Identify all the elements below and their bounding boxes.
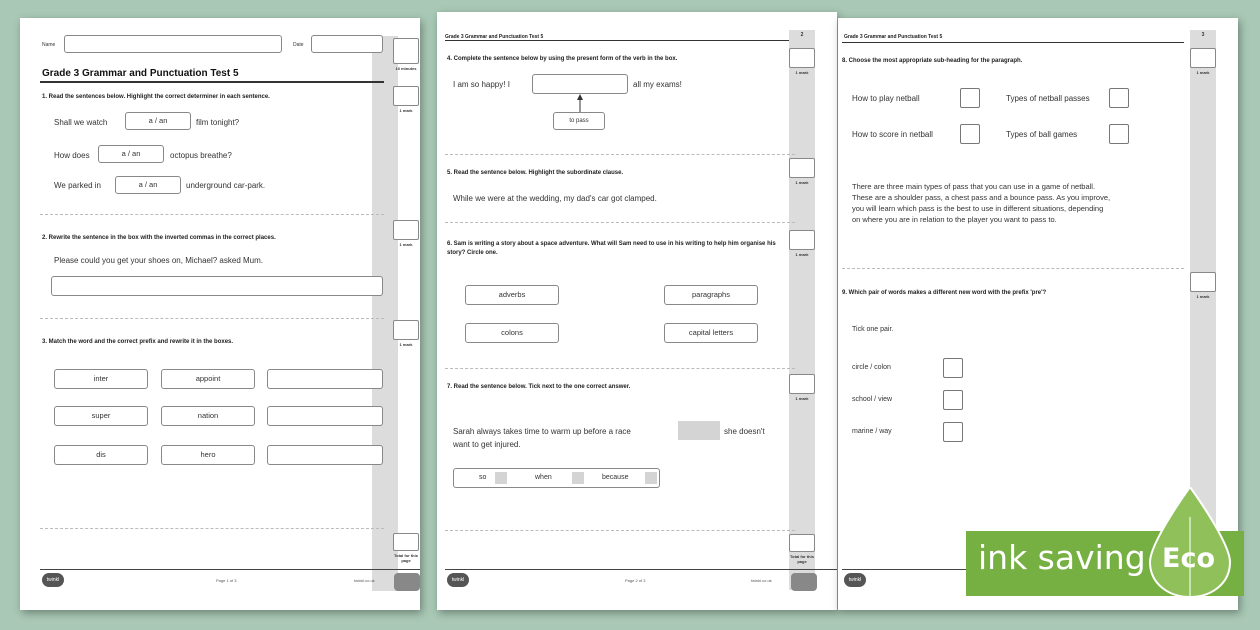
footer-rule — [445, 569, 837, 570]
eco-leaf-icon — [1145, 487, 1235, 597]
q6-option[interactable]: paragraphs — [664, 285, 758, 305]
q4-before: I am so happy! I — [453, 80, 510, 89]
q8-paragraph-line: on where you are in relation to the player you want to pass to. — [852, 215, 1057, 224]
q9-option: circle / colon — [852, 364, 891, 371]
margin-label: 1 mark — [795, 70, 809, 75]
q7-tick-box[interactable] — [495, 472, 507, 484]
eco-label: Eco — [1162, 543, 1215, 574]
divider — [40, 528, 384, 529]
q1-s1-after: film tonight? — [196, 118, 240, 127]
q7-blank — [678, 421, 720, 440]
divider — [445, 222, 795, 223]
q6-prompt: 6. Sam is writing a story about a space adventure. What will Sam need to use in his writing to help him organise his story? Circle one. — [447, 241, 776, 256]
q9-tick-box[interactable] — [943, 390, 963, 410]
mark-box[interactable] — [393, 220, 419, 240]
name-field[interactable] — [64, 35, 282, 53]
q1-prompt: 1. Read the sentences below. Highlight the correct determiner in each sentence. — [42, 94, 270, 100]
q6-option[interactable]: colons — [465, 323, 559, 343]
page-number: Page 2 of 3 — [625, 578, 646, 583]
ink-saving-text: ink saving — [978, 538, 1146, 577]
arrow-up-icon — [575, 94, 585, 114]
q2-sentence: Please could you get your shoes on, Michael? asked Mum. — [54, 256, 264, 265]
q1-s1-before: Shall we watch — [54, 118, 108, 127]
page-number: Page 1 of 3 — [216, 578, 237, 583]
divider — [40, 318, 384, 319]
page-header: Grade 3 Grammar and Punctuation Test 5 — [844, 34, 943, 40]
q8-paragraph-line: There are three main types of pass that you can use in a game of netball. — [852, 182, 1096, 191]
date-label: Date — [293, 42, 304, 48]
q7-tick-box[interactable] — [572, 472, 584, 484]
marks-margin — [789, 30, 815, 590]
q2-answer-field[interactable] — [51, 276, 383, 296]
margin-label: 10 minutes — [395, 66, 417, 71]
q8-option: How to play netball — [852, 94, 920, 103]
q7-option-label: because — [602, 474, 629, 481]
q4-prompt: 4. Complete the sentence below by using the present form of the verb in the box. — [447, 56, 678, 62]
q8-paragraph-line: These are a shoulder pass, a chest pass and a bounce pass. As you improve, — [852, 193, 1111, 202]
q8-tick-box[interactable] — [1109, 124, 1129, 144]
q1-s1-choice[interactable]: a / an — [125, 112, 191, 130]
page-header: Grade 3 Grammar and Punctuation Test 5 — [445, 34, 544, 40]
q7-tick-box[interactable] — [645, 472, 657, 484]
word-option[interactable]: nation — [161, 406, 255, 426]
footer-rule — [40, 569, 420, 570]
q9-option: school / view — [852, 396, 893, 403]
footer-url: twinkl.co.uk — [751, 578, 772, 583]
q1-s3-before: We parked in — [54, 181, 101, 190]
worksheet-page-1 — [20, 18, 420, 610]
answer-field[interactable] — [267, 406, 383, 426]
margin-label: 1 mark — [795, 180, 809, 185]
q1-s3-after: underground car-park. — [186, 181, 266, 190]
margin-label: Total for this page — [394, 553, 418, 563]
twinkl-logo: twinkl — [42, 573, 64, 587]
q7-option-label: so — [479, 474, 487, 481]
margin-label: 1 mark — [399, 342, 413, 347]
answer-field[interactable] — [267, 369, 383, 389]
q8-option: Types of ball games — [1006, 130, 1078, 139]
mark-box[interactable] — [789, 230, 815, 250]
q4-after: all my exams! — [633, 80, 682, 89]
answer-field[interactable] — [267, 445, 383, 465]
q9-option: marine / way — [852, 428, 892, 435]
header-rule — [842, 42, 1184, 43]
q8-tick-box[interactable] — [1109, 88, 1129, 108]
twinkl-logo: twinkl — [844, 573, 866, 587]
margin-label: 1 mark — [1196, 294, 1210, 299]
divider — [40, 214, 384, 215]
q7-after-2: want to get injured. — [453, 440, 521, 449]
q2-prompt: 2. Rewrite the sentence in the box with the inverted commas in the correct places. — [42, 235, 276, 241]
q1-s3-choice[interactable]: a / an — [115, 176, 181, 194]
verb-box: to pass — [553, 112, 605, 130]
q6-option[interactable]: capital letters — [664, 323, 758, 343]
q5-prompt: 5. Read the sentence below. Highlight the subordinate clause. — [447, 170, 624, 176]
time-box — [393, 38, 419, 64]
q8-prompt: 8. Choose the most appropriate sub-heading for the paragraph. — [842, 58, 1023, 64]
title-rule — [40, 81, 384, 83]
badge-icon — [394, 573, 420, 591]
total-box[interactable] — [393, 533, 419, 551]
mark-box[interactable] — [393, 86, 419, 106]
margin-label: 1 mark — [1196, 70, 1210, 75]
margin-label: 1 mark — [399, 242, 413, 247]
divider — [445, 530, 795, 531]
q8-option: Types of netball passes — [1006, 94, 1090, 103]
q8-tick-box[interactable] — [960, 124, 980, 144]
date-field[interactable] — [311, 35, 383, 53]
q9-instruction: Tick one pair. — [852, 326, 894, 333]
q1-s2-choice[interactable]: a / an — [98, 145, 164, 163]
margin-label: Total for this page — [790, 554, 814, 564]
q9-tick-box[interactable] — [943, 358, 963, 378]
q9-prompt: 9. Which pair of words makes a different new word with the prefix 'pre'? — [842, 290, 1047, 296]
mark-box[interactable] — [789, 374, 815, 394]
worksheet-page-2 — [437, 12, 837, 610]
badge-icon — [791, 573, 817, 591]
prefix-option[interactable]: inter — [54, 369, 148, 389]
q1-s2-before: How does — [54, 151, 90, 160]
margin-label: 1 mark — [795, 396, 809, 401]
q7-prompt: 7. Read the sentence below. Tick next to the one correct answer. — [447, 384, 631, 390]
page-number-badge: 3 — [1201, 32, 1205, 38]
header-rule — [445, 40, 795, 41]
name-label: Name — [42, 42, 56, 48]
q8-option: How to score in netball — [852, 130, 933, 139]
test-title: Grade 3 Grammar and Punctuation Test 5 — [42, 68, 239, 79]
divider — [842, 268, 1184, 269]
prefix-option[interactable]: super — [54, 406, 148, 426]
q7-before: Sarah always takes time to warm up before a race — [453, 427, 631, 436]
q4-answer-field[interactable] — [532, 74, 628, 94]
q7-after-1: she doesn't — [724, 427, 765, 436]
margin-label: 1 mark — [399, 108, 413, 113]
margin-label: 1 mark — [795, 252, 809, 257]
total-box[interactable] — [789, 534, 815, 552]
q8-paragraph-line: you will learn which pass is the best to use in different situations, depending — [852, 204, 1104, 213]
q8-tick-box[interactable] — [960, 88, 980, 108]
q3-prompt: 3. Match the word and the correct prefix and rewrite it in the boxes. — [42, 339, 234, 345]
page-number-badge: 2 — [800, 32, 804, 38]
q7-option-label: when — [535, 474, 552, 481]
mark-box[interactable] — [789, 158, 815, 178]
divider — [445, 368, 795, 369]
mark-box[interactable] — [393, 320, 419, 340]
q6-option[interactable]: adverbs — [465, 285, 559, 305]
q9-tick-box[interactable] — [943, 422, 963, 442]
marks-margin — [372, 36, 398, 591]
prefix-option[interactable]: dis — [54, 445, 148, 465]
twinkl-logo: twinkl — [447, 573, 469, 587]
mark-box[interactable] — [1190, 272, 1216, 292]
q1-s2-after: octopus breathe? — [170, 151, 232, 160]
mark-box[interactable] — [789, 48, 815, 68]
divider — [445, 154, 795, 155]
q5-sentence[interactable]: While we were at the wedding, my dad's car got clamped. — [453, 194, 657, 203]
mark-box[interactable] — [1190, 48, 1216, 68]
word-option[interactable]: appoint — [161, 369, 255, 389]
footer-rule — [842, 569, 972, 570]
word-option[interactable]: hero — [161, 445, 255, 465]
footer-url: twinkl.co.uk — [354, 578, 375, 583]
